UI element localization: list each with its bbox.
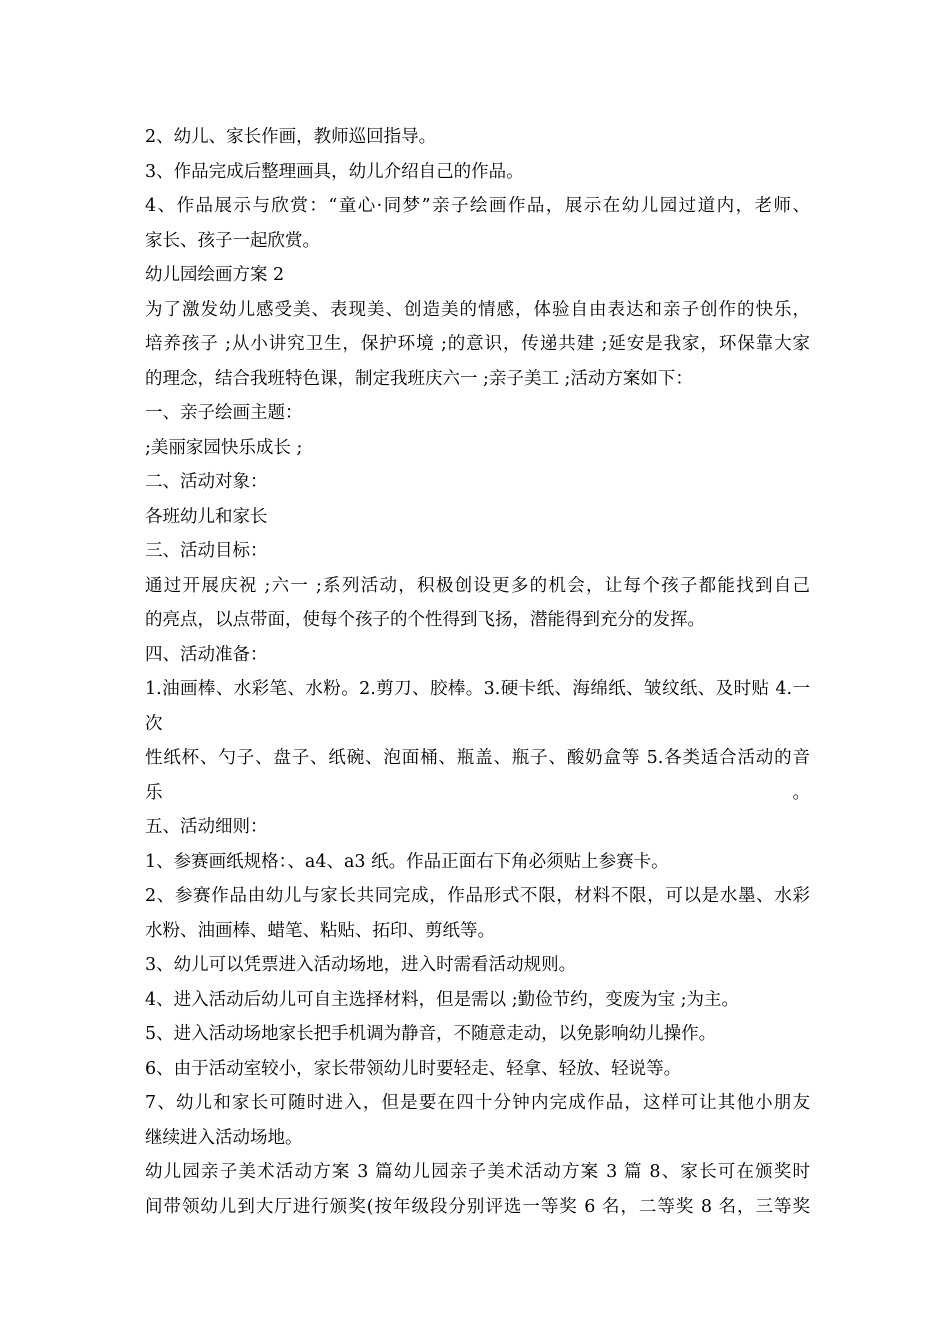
text-line: 培养孩子 ;从小讲究卫生，保护环境 ;的意识，传递共建 ;延安是我家，环保靠大家 <box>145 334 810 354</box>
text-line: 1.油画棒、水彩笔、水粉。2.剪刀、胶棒。3.硬卡纸、海绵纸、皱纹纸、及时贴 4.一次 <box>145 679 810 734</box>
text-line: 继续进入活动场地。 <box>145 1127 303 1148</box>
text-line: ;美丽家园快乐成长 ; <box>145 437 303 458</box>
text-line: 五、活动细则： <box>145 817 268 837</box>
text-line: 的理念，结合我班特色课，制定我班庆六一 ;亲子美工 ;活动方案如下： <box>145 368 693 389</box>
text-line: 2、参赛作品由幼儿与家长共同完成，作品形式不限，材料不限，可以是水墨、水彩 <box>145 886 810 906</box>
text-line: 一、亲子绘画主题： <box>145 403 303 423</box>
text-line: 家长、孩子一起欣赏。 <box>145 230 320 251</box>
text-line: 四、活动准备： <box>145 644 268 665</box>
text-line: 4、进入活动后幼儿可自主选择材料，但是需以 ;勤俭节约，变废为宝 ;为主。 <box>145 989 740 1010</box>
text-line: 二、活动对象： <box>145 472 268 492</box>
text-line: 性纸杯、勺子、盘子、纸碗、泡面桶、瓶盖、瓶子、酸奶盒等 5.各类适合活动的音乐。 <box>145 748 810 803</box>
text-line: 7、幼儿和家长可随时进入，但是要在四十分钟内完成作品，这样可让其他小朋友 <box>145 1093 810 1113</box>
text-line: 3、作品完成后整理画具，幼儿介绍自己的作品。 <box>145 161 524 182</box>
text-line: 为了激发幼儿感受美、表现美、创造美的情感，体验自由表达和亲子创作的快乐， <box>145 299 810 320</box>
text-line: 三、活动目标： <box>145 541 268 561</box>
text-line: 各班幼儿和家长 <box>145 506 268 527</box>
document-body <box>145 120 810 1224</box>
text-line: 幼儿园绘画方案 2 <box>145 265 285 285</box>
text-line: 6、由于活动室较小，家长带领幼儿时要轻走、轻拿、轻放、轻说等。 <box>145 1058 682 1079</box>
text-line: 2、幼儿、家长作画，教师巡回指导。 <box>145 127 437 147</box>
text-line: 的亮点，以点带面，使每个孩子的个性得到飞扬，潜能得到充分的发挥。 <box>145 610 705 630</box>
text-line: 通过开展庆祝 ;六一 ;系列活动，积极创设更多的机会，让每个孩子都能找到自己 <box>145 575 810 596</box>
text-line: 间带领幼儿到大厅进行颁奖(按年级段分别评选一等奖 6 名，二等奖 8 名，三等奖 <box>145 1196 810 1217</box>
text-line: 幼儿园亲子美术活动方案 3 篇幼儿园亲子美术活动方案 3 篇 8、家长可在颁奖时 <box>145 1162 810 1182</box>
text-line: 1、参赛画纸规格：、a4、a3 纸。作品正面右下角必须贴上参赛卡。 <box>145 851 669 872</box>
text-line: 水粉、油画棒、蜡笔、粘贴、拓印、剪纸等。 <box>145 920 495 941</box>
text-line: 5、进入活动场地家长把手机调为静音，不随意走动，以免影响幼儿操作。 <box>145 1024 717 1044</box>
text-line: 4、作品展示与欣赏：“童心·同梦”亲子绘画作品，展示在幼儿园过道内，老师、 <box>145 196 810 216</box>
text-line: 3、幼儿可以凭票进入活动场地，进入时需看活动规则。 <box>145 955 577 975</box>
